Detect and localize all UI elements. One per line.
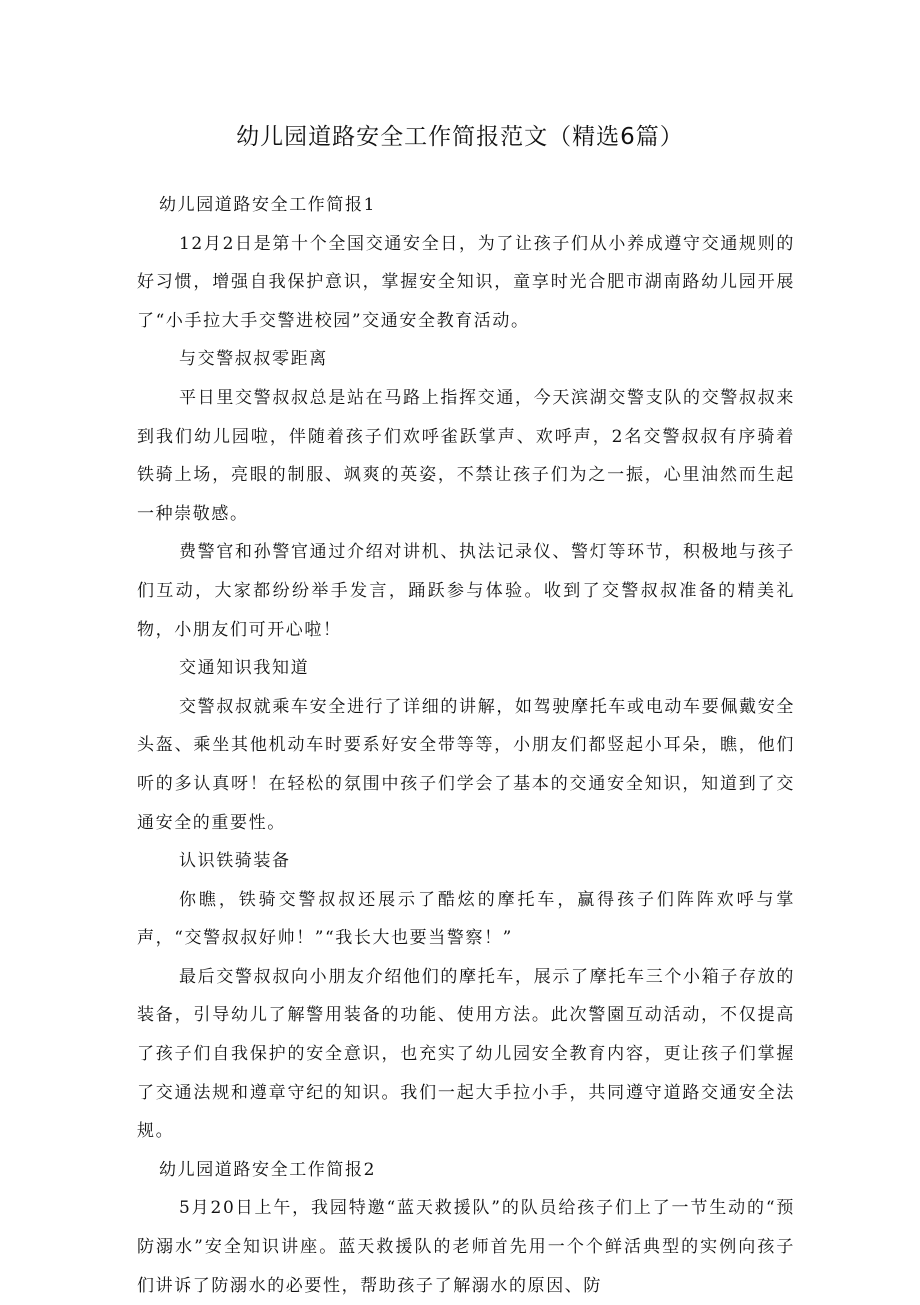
section2-paragraph-1: 交警叔叔就乘车安全进行了详细的讲解，如驾驶摩托车或电动车要佩戴安全头盔、乘坐其他机动车时要系好安全带等等，小朋友们都竖起小耳朵，瞧，他们听的多认真呀！在轻松的氛围中孩子们学会了基本的交通安全知识，知道到了交通安全的重要性。 xyxy=(137,696,795,833)
report2-paragraph-1: 5月20日上午，我园特邀“蓝天救援队”的队员给孩子们上了一节生动的“预防溺水”安全知识讲座。蓝天救援队的老师首先用一个个鲜活典型的实例向孩子们讲诉了防溺水的必要性，帮助孩子了解溺水的原因、防 xyxy=(137,1198,795,1296)
section3-paragraph-2: 最后交警叔叔向小朋友介绍他们的摩托车，展示了摩托车三个小箱子存放的装备，引导幼儿了解警用装备的功能、使用方法。此次警園互动活动，不仅提高了孩子们自我保护的安全意识，也充实了幼儿园安全教育内容，更让孩子们掌握了交通法规和遵章守纪的知识。我们一起大手拉小手，共同遵守道路交通安全法规。 xyxy=(137,966,795,1142)
section1-paragraph-1: 平日里交警叔叔总是站在马路上指挥交通，今天滨湖交警支队的交警叔叔来到我们幼儿园啦，伴随着孩子们欢呼雀跃掌声、欢呼声，2名交警叔叔有序骑着铁骑上场，亮眼的制服、飒爽的英姿，不禁让孩子们为之一振，心里油然而生起一种崇敬感。 xyxy=(137,387,795,524)
section-heading-zero-distance: 与交警叔叔零距离 xyxy=(179,349,328,370)
report1-intro-paragraph: 12月2日是第十个全国交通安全日，为了让孩子们从小养成遵守交通规则的好习惯，增强自我保护意识，掌握安全知识，童享时光合肥市湖南路幼儿园开展了“小手拉大手交警进校园”交通安全教育活动。 xyxy=(137,233,795,331)
report2-heading: 幼儿园道路安全工作简报2 xyxy=(159,1159,377,1180)
section1-paragraph-2: 费警官和孙警官通过介绍对讲机、执法记录仪、警灯等环节，积极地与孩子们互动，大家都纷纷举手发言，踊跃参与体验。收到了交警叔叔准备的精美礼物，小朋友们可开心啦！ xyxy=(137,542,795,640)
section-heading-motorcycle-equipment: 认识铁骑装备 xyxy=(179,851,291,872)
report1-heading: 幼儿园道路安全工作简报1 xyxy=(159,195,377,215)
document-title: 幼儿园道路安全工作简报范文（精选6篇） xyxy=(236,124,684,150)
section-heading-traffic-knowledge: 交通知识我知道 xyxy=(179,658,310,679)
document-body xyxy=(137,186,795,1305)
section3-paragraph-1: 你瞧，铁骑交警叔叔还展示了酷炫的摩托车，赢得孩子们阵阵欢呼与掌声，“交警叔叔好帅！”“我长大也要当警察！” xyxy=(137,889,795,949)
